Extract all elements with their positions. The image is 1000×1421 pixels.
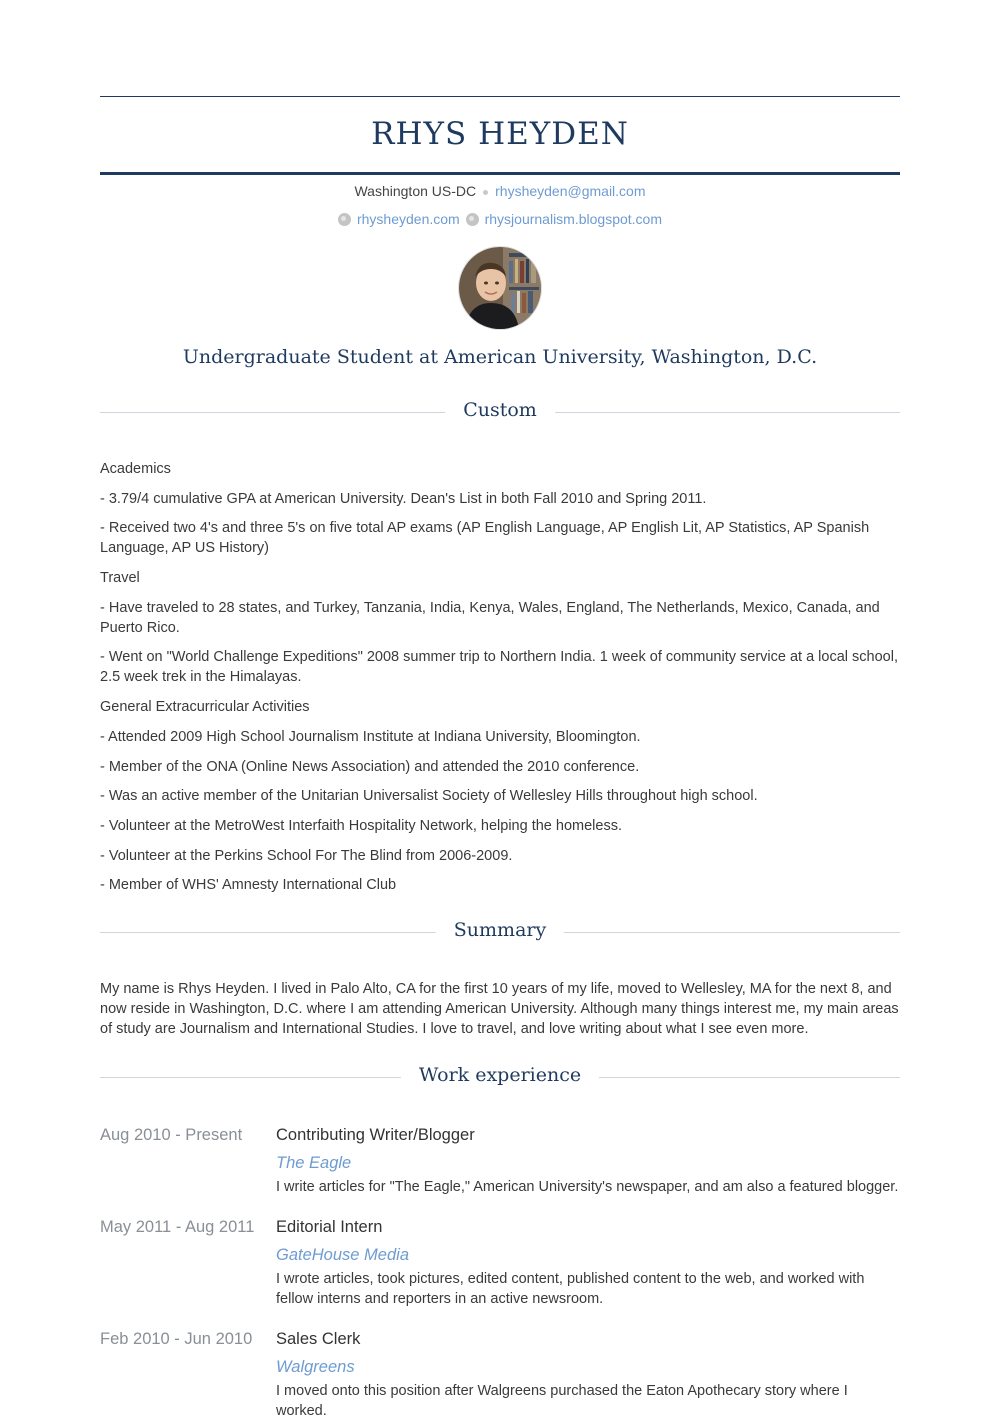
job-dates: Aug 2010 - Present bbox=[100, 1126, 243, 1144]
custom-line: - Have traveled to 28 states, and Turkey, Tanzania, India, Kenya, Wales, England, The Netherlands, Mexico, Canada, and Puerto Rico. bbox=[100, 599, 880, 636]
globe-icon bbox=[466, 213, 479, 226]
custom-line: - Member of WHS' Amnesty International Club bbox=[100, 877, 397, 894]
section-title: Work experience bbox=[401, 1060, 599, 1090]
job-company-link[interactable]: GateHouse Media bbox=[276, 1246, 409, 1264]
job-description: I write articles for "The Eagle," American University's newspaper, and am also a featured blogger. bbox=[276, 1179, 899, 1195]
custom-line: - Attended 2009 High School Journalism Institute at Indiana University, Bloomington. bbox=[100, 728, 641, 745]
custom-line: - Volunteer at the MetroWest Interfaith Hospitality Network, helping the homeless. bbox=[100, 817, 622, 834]
section-header-custom bbox=[100, 395, 900, 425]
top-divider bbox=[100, 96, 900, 97]
professional-headline: Undergraduate Student at American University, Washington, D.C. bbox=[182, 346, 818, 368]
candidate-name: RHYS HEYDEN bbox=[371, 116, 629, 152]
avatar bbox=[459, 247, 541, 329]
avatar-photo bbox=[459, 247, 541, 329]
custom-line: - Was an active member of the Unitarian Universalist Society of Wellesley Hills throughout high school. bbox=[100, 788, 758, 805]
job-description: I wrote articles, took pictures, edited content, published content to the web, and worked with fellow interns and reporters in an active newsroom. bbox=[276, 1271, 865, 1307]
job-title: Contributing Writer/Blogger bbox=[276, 1126, 475, 1144]
job-dates: May 2011 - Aug 2011 bbox=[100, 1218, 255, 1236]
job-title: Editorial Intern bbox=[276, 1218, 383, 1236]
location-text: Washington US-DC bbox=[354, 183, 477, 199]
custom-section-body bbox=[100, 459, 900, 905]
custom-line: - Volunteer at the Perkins School For The Blind from 2006-2009. bbox=[100, 847, 513, 864]
job-dates: Feb 2010 - Jun 2010 bbox=[100, 1330, 253, 1348]
job-company-link[interactable]: Walgreens bbox=[276, 1358, 355, 1376]
summary-text: My name is Rhys Heyden. I lived in Palo Alto, CA for the first 10 years of my life, moved to Wellesley, MA for the next 8, and now reside in Washington, D.C. where I am attending American University. Although many things interest me, my main areas of study are Journalism and International Studies. I love to travel, and love writing about what I see even more. bbox=[100, 981, 899, 1037]
globe-icon bbox=[338, 213, 351, 226]
separator-dot-icon bbox=[483, 190, 488, 195]
contact-line-websites bbox=[100, 209, 900, 229]
job-description: I moved onto this position after Walgreens purchased the Eaton Apothecary story where I worked. bbox=[276, 1383, 848, 1419]
custom-line: Travel bbox=[100, 570, 140, 587]
custom-line: - 3.79/4 cumulative GPA at American University. Dean's List in both Fall 2010 and Spring 2011. bbox=[100, 490, 707, 507]
custom-line: - Received two 4's and three 5's on five total AP exams (AP English Language, AP English Lit, AP Statistics, AP Spanish Language, AP US History) bbox=[100, 520, 870, 557]
section-title: Summary bbox=[436, 915, 564, 945]
section-header-work bbox=[100, 1060, 900, 1090]
custom-line: General Extracurricular Activities bbox=[100, 699, 310, 716]
website-link-personal[interactable]: rhysheyden.com bbox=[356, 211, 460, 227]
email-link[interactable]: rhysheyden@gmail.com bbox=[495, 183, 646, 199]
custom-line: - Member of the ONA (Online News Association) and attended the 2010 conference. bbox=[100, 758, 640, 775]
custom-line: Academics bbox=[100, 461, 171, 477]
website-link-blog[interactable]: rhysjournalism.blogspot.com bbox=[484, 211, 662, 227]
name-underline bbox=[100, 172, 900, 175]
job-company-link[interactable]: The Eagle bbox=[276, 1154, 352, 1172]
section-title: Custom bbox=[445, 395, 555, 425]
contact-line-primary bbox=[100, 181, 900, 201]
job-title: Sales Clerk bbox=[276, 1330, 361, 1348]
custom-line: - Went on "World Challenge Expeditions" 2008 summer trip to Northern India. 1 week of community service at a local school, 2.5 week trek in the Himalayas. bbox=[100, 649, 898, 686]
section-header-summary bbox=[100, 915, 900, 945]
